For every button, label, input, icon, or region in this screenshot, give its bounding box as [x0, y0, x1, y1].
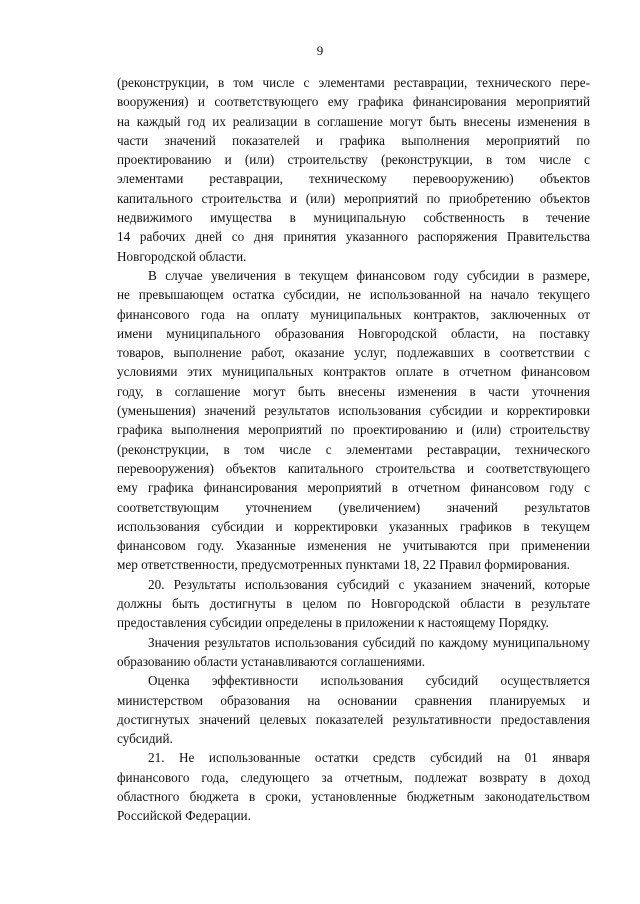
- text-line: областного бюджета в сроки, установленные бюджетным законодательством: [117, 788, 590, 804]
- text-line: министерством образования на основании сравнения планируемых и: [117, 692, 590, 708]
- text-line: субсидий.: [117, 731, 173, 747]
- text-line: образованию области устанавливаются соглашениями.: [117, 653, 426, 669]
- paragraph: [117, 671, 590, 748]
- text-line: финансовом году. Указанные изменения не учитываются при применении: [117, 538, 590, 554]
- text-line: ему графика финансирования мероприятий в отчетном финансовом году с: [117, 480, 590, 496]
- text-line: (реконструкции, в том числе с элементами реставрации, технического: [117, 441, 590, 457]
- text-line: не превышающем остатка субсидии, не использованной на начало текущего: [117, 287, 590, 303]
- text-line: мер ответственности, предусмотренных пунктами 18, 22 Правил формирования.: [117, 557, 570, 573]
- text-line: товаров, выполнение работ, оказание услуг, подлежавших в соответствии с: [117, 345, 590, 361]
- text-line: финансового года, следующего за отчетным, подлежат возврату в доход: [117, 769, 590, 785]
- text-line: финансового года на оплату муниципальных контрактов, заключенных от: [117, 306, 590, 322]
- text-line: недвижимого имущества в муниципальную собственность в течение: [117, 210, 590, 226]
- text-line: 20. Результаты использования субсидий с указанием значений, которые: [148, 576, 590, 592]
- paragraph: [117, 575, 590, 633]
- text-line: Российской Федерации.: [117, 808, 251, 824]
- page-number: 9: [316, 43, 324, 58]
- text-line: В случае увеличения в текущем финансовом году субсидии в размере,: [148, 267, 590, 283]
- text-line: на каждый год их реализации в соглашение могут быть внесены изменения в: [117, 113, 590, 129]
- text-line: (реконструкции, в том числе с элементами реставрации, технического пере-: [117, 75, 590, 90]
- text-line: (уменьшения) значений результатов использования субсидии и корректировки: [117, 403, 590, 419]
- text-line: 21. Не использованные остатки средств субсидий на 01 января: [148, 750, 590, 766]
- text-line: 14 рабочих дней со дня принятия указанного распоряжения Правительства: [117, 229, 590, 245]
- text-line: должны быть достигнуты в целом по Новгородской области в результате: [117, 596, 590, 612]
- document-body: [117, 73, 590, 826]
- text-line: предоставления субсидии определены в приложении к настоящему Порядку.: [117, 615, 549, 631]
- text-line: условиями этих муниципальных контрактов оплате в отчетном финансовом: [117, 364, 590, 380]
- text-line: Новгородской области.: [117, 248, 247, 264]
- text-line: элементами реставрации, техническому перевооружению) объектов: [117, 171, 590, 187]
- text-line: Оценка эффективности использования субсидий осуществляется: [148, 673, 590, 689]
- text-line: имени муниципального образования Новгородской области, на поставку: [117, 325, 590, 341]
- text-line: использования субсидии и корректировки указанных графиков в текущем: [117, 518, 590, 534]
- text-line: графика выполнения мероприятий по проектированию и (или) строительству: [117, 422, 590, 438]
- text-line: достигнутых значений целевых показателей результативности предоставления: [117, 711, 590, 727]
- paragraph: [117, 73, 590, 266]
- text-line: соответствующим уточнением (увеличением) значений результатов: [117, 499, 590, 515]
- text-line: проектированию и (или) строительству (реконструкции, в том числе с: [117, 152, 590, 168]
- text-line: Значения результатов использования субсидий по каждому муниципальному: [148, 634, 590, 650]
- paragraph: [117, 633, 590, 672]
- text-line: перевооружения) объектов капитального строительства и соответствующего: [117, 460, 590, 476]
- text-line: году, в соглашение могут быть внесены изменения в части уточнения: [117, 383, 590, 399]
- paragraph: [117, 748, 590, 825]
- paragraph: [117, 266, 590, 575]
- text-line: части значений показателей и графика выполнения мероприятий по: [117, 132, 590, 148]
- text-line: капитального строительства и (или) мероприятий по приобретению объектов: [117, 190, 590, 206]
- text-line: вооружения) и соответствующего ему графика финансирования мероприятий: [117, 94, 590, 110]
